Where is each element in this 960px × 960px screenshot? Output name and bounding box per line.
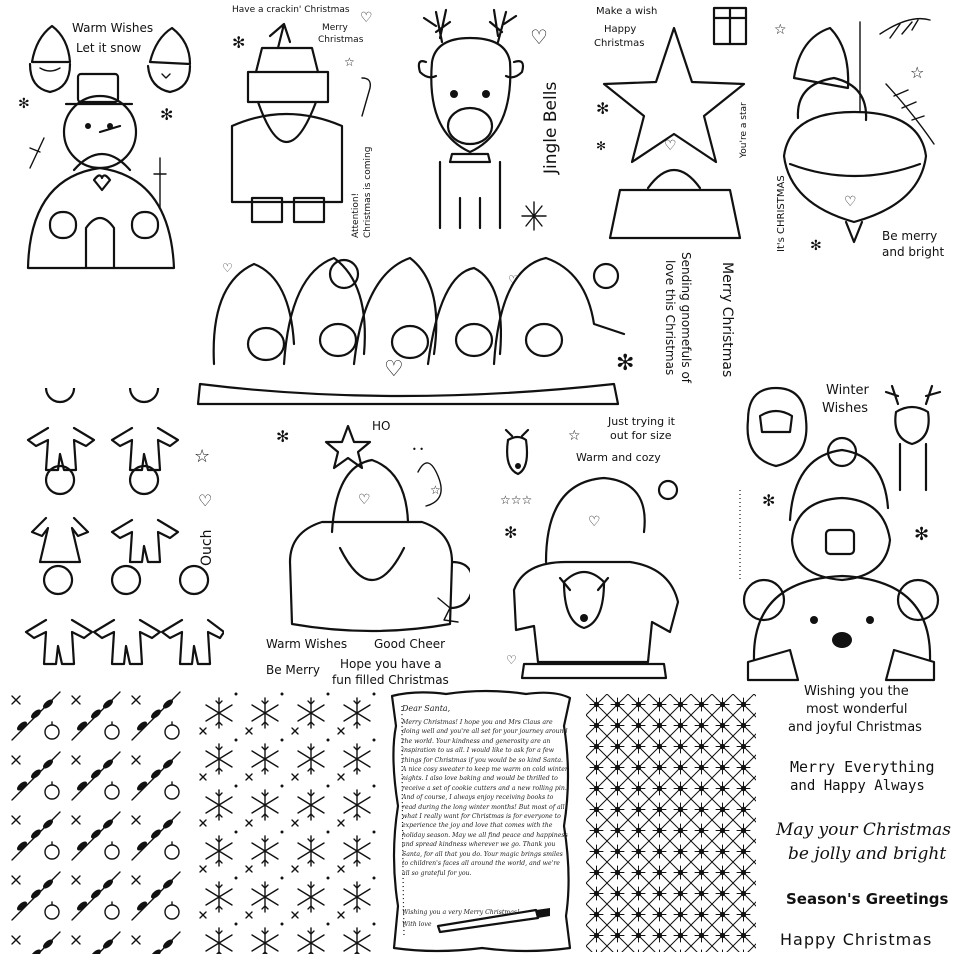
mug-gnome-text-warm-wishes: Warm Wishes xyxy=(266,637,348,651)
svg-text:✻: ✻ xyxy=(276,427,290,446)
svg-text:☆: ☆ xyxy=(910,63,925,82)
ornament-gnome-illustration xyxy=(770,8,950,264)
nutcracker-text-christmas: Christmas xyxy=(318,35,364,45)
star-gnome-text-happy: Happy xyxy=(604,24,637,35)
foliage-pattern xyxy=(6,686,186,954)
svg-text:✻: ✻ xyxy=(596,139,607,153)
svg-text:✻: ✻ xyxy=(810,238,822,254)
svg-text:♡: ♡ xyxy=(844,194,857,210)
svg-text:♡: ♡ xyxy=(508,273,519,287)
sentiment-may-your-christmas: May your Christmas xyxy=(776,820,951,840)
svg-text:☆☆☆: ☆☆☆ xyxy=(500,493,533,507)
nutcracker-text-attention: Attention! xyxy=(351,192,361,238)
gnome-row-figures xyxy=(198,258,624,404)
mug-gnome-text-fun-filled: fun filled Christmas xyxy=(332,673,449,687)
sentiments-stamp xyxy=(764,680,958,956)
svg-text:✻: ✻ xyxy=(914,524,930,545)
sweater-gnome-text-warm-cozy: Warm and cozy xyxy=(576,451,661,464)
star-gnome-text-make-a-wish: Make a wish xyxy=(596,6,658,17)
svg-text:♡: ♡ xyxy=(506,653,517,667)
letter-to-santa-stamp xyxy=(386,686,576,956)
svg-text:♡: ♡ xyxy=(384,357,404,382)
sentiment-seasons-greetings: Season's Greetings xyxy=(786,890,949,908)
svg-text:♡: ♡ xyxy=(530,25,548,49)
snowman-text-warm-wishes: Warm Wishes xyxy=(72,21,154,35)
svg-text:☆: ☆ xyxy=(774,22,787,38)
svg-text:☆: ☆ xyxy=(568,428,581,444)
letter-signature: With love xyxy=(402,921,432,928)
gingerbread-illustration xyxy=(18,388,224,680)
nutcracker-text-crackin: Have a crackin' Christmas xyxy=(232,5,350,15)
gnome-row-stamp xyxy=(194,244,754,408)
bear-stamp xyxy=(734,380,952,686)
nutcracker-text-merry: Merry xyxy=(322,23,348,33)
mug-gnome-text-hope: Hope you have a xyxy=(340,657,442,671)
lattice-background-stamp xyxy=(586,694,756,952)
gingerbread-text-ouch: Ouch xyxy=(199,529,215,566)
svg-text:✻: ✻ xyxy=(762,491,776,510)
mug-gnome-text-good-cheer: Good Cheer xyxy=(374,637,446,651)
mug-gnome-stamp xyxy=(262,412,470,690)
svg-text:✻: ✻ xyxy=(504,523,518,542)
star-gnome-text-christmas: Christmas xyxy=(594,38,645,49)
reindeer-text-jingle-bells: Jingle Bells xyxy=(541,81,561,174)
letter-closing: Wishing you a very Merry Christmas! xyxy=(402,909,520,916)
lattice-pattern xyxy=(586,694,756,952)
svg-text:☆: ☆ xyxy=(430,483,441,497)
svg-text:✻: ✻ xyxy=(160,105,174,124)
svg-text:• •: • • xyxy=(412,445,424,454)
bear-text-wishes: Wishes xyxy=(822,401,868,416)
letter-body: Merry Christmas! I hope you and Mrs Claus are doing well and you're all set for your journey around the world. Your kindness and generosity are an inspiration to us all. I would like to ask for a few things for Christmas if you would be so kind Santa. A nice cosy sweater to keep me warm on cold winter nights. I also love baking and would be thrilled to receive a set of cookie cutters and a new rolling pin. And of course, I always enjoy receiving books to read during the long winter months! But most of all, what I really want for Christmas is for everyone to experience the joy and love that comes with the holiday season. May we all find peace and happiness and spread kindness wherever we go. Thank you Santa, for all that you do. Your magic brings smiles to children's faces all around the world, and we're all so grateful for you. xyxy=(402,719,568,877)
nutcracker-text-christmas-coming: Christmas is coming xyxy=(363,146,373,238)
sentiment-wishing-you: Wishing you the xyxy=(804,684,909,699)
sentiment-joyful-christmas: and joyful Christmas xyxy=(788,720,922,735)
ornament-text-its-christmas: It's CHRISTMAS xyxy=(776,175,787,252)
sentiment-merry-everything: Merry Everything xyxy=(790,758,935,776)
svg-text:✻: ✻ xyxy=(596,99,610,118)
gnome-row-text-love: love this Christmas xyxy=(663,260,677,376)
svg-text:♡: ♡ xyxy=(588,514,601,530)
svg-text:♡: ♡ xyxy=(664,138,677,154)
gnome-row-text-merry-christmas: Merry Christmas xyxy=(719,262,735,378)
star-gnome-text-youre-a-star: You're a star xyxy=(739,102,749,158)
ornament-text-be-merry: Be merry xyxy=(882,229,938,243)
foliage-background-stamp xyxy=(6,686,186,954)
snowflake-pattern xyxy=(196,690,376,954)
svg-text:♡: ♡ xyxy=(198,491,213,510)
letter-salutation: Dear Santa, xyxy=(402,704,451,713)
ornament-text-and-bright: and bright xyxy=(882,245,945,259)
sweater-gnome-stamp xyxy=(494,412,690,688)
svg-text:☆: ☆ xyxy=(194,446,211,467)
mug-gnome-text-ho: HO xyxy=(372,419,391,433)
svg-text:✻: ✻ xyxy=(616,351,635,376)
sentiment-jolly-and-bright: be jolly and bright xyxy=(788,844,947,864)
sentiment-happy-always: and Happy Always xyxy=(790,778,925,794)
gingerbread-stamp xyxy=(18,388,224,680)
sweater-gnome-text-out-for-size: out for size xyxy=(610,429,672,442)
star-gnome-stamp xyxy=(590,2,760,240)
svg-text:✻: ✻ xyxy=(18,96,30,112)
mug-gnome-text-be-merry: Be Merry xyxy=(266,663,320,677)
nutcracker-gnome-stamp xyxy=(222,2,382,240)
svg-text:♡: ♡ xyxy=(360,10,373,26)
reindeer-stamp xyxy=(406,2,576,234)
bear-illustration xyxy=(734,380,952,686)
bear-text-winter: Winter xyxy=(826,383,869,398)
snowflake-background-stamp xyxy=(196,690,376,954)
svg-text:☆: ☆ xyxy=(344,55,355,69)
sentiment-happy-christmas: Happy Christmas xyxy=(780,930,933,949)
ornament-gnome-stamp xyxy=(770,8,950,264)
snowman-house-stamp xyxy=(10,8,200,280)
snowman-text-let-it-snow: Let it snow xyxy=(76,41,142,55)
svg-text:♡: ♡ xyxy=(358,492,371,508)
gnome-row-text-sending: Sending gnomefuls of xyxy=(679,252,693,384)
sweater-gnome-text-just-trying: Just trying it xyxy=(608,415,675,428)
svg-text:♡: ♡ xyxy=(222,261,233,275)
svg-text:✻: ✻ xyxy=(232,33,246,52)
sentiment-most-wonderful: most wonderful xyxy=(806,702,908,717)
